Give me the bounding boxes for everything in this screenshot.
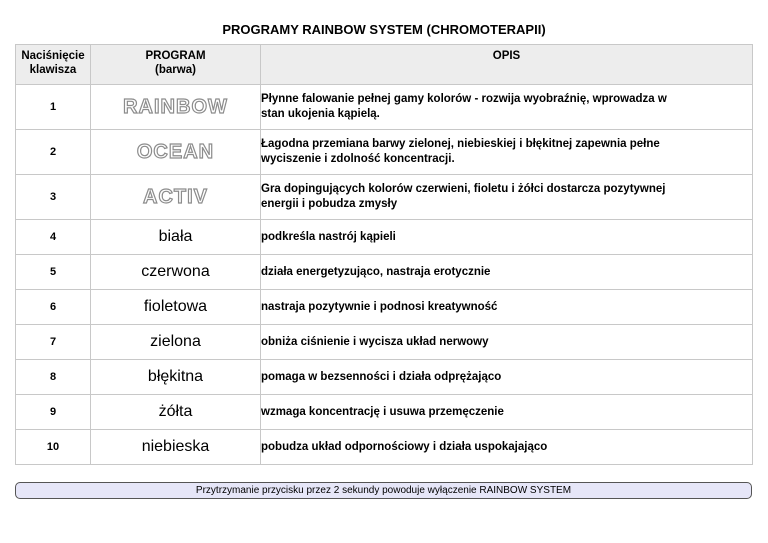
footer-note: Przytrzymanie przycisku przez 2 sekundy powoduje wyłączenie RAINBOW SYSTEM	[15, 482, 752, 499]
header-program-line1: PROGRAM	[145, 50, 206, 62]
header-key-press-line2: klawisza	[29, 64, 77, 76]
program-name: czerwona	[91, 255, 261, 290]
program-name: niebieska	[91, 430, 261, 465]
row-number: 10	[16, 430, 91, 465]
description-line: energii i pobudza zmysły	[261, 198, 398, 210]
program-description: pomaga w bezsenności i działa odprężająco	[261, 360, 753, 395]
table-row	[16, 130, 753, 175]
program-name: żółta	[91, 395, 261, 430]
row-number: 8	[16, 360, 91, 395]
header-program-line2: (barwa)	[155, 64, 196, 76]
row-number: 5	[16, 255, 91, 290]
programs-table	[15, 44, 753, 465]
program-name: ACTIV	[91, 175, 261, 220]
row-number: 1	[16, 85, 91, 130]
row-number: 9	[16, 395, 91, 430]
table-row	[16, 290, 753, 325]
table-row	[16, 360, 753, 395]
row-number: 7	[16, 325, 91, 360]
program-description: pobudza układ odpornościowy i działa uspokajająco	[261, 430, 753, 465]
table-header-row	[16, 45, 753, 85]
table-row	[16, 255, 753, 290]
description-line: Płynne falowanie pełnej gamy kolorów - rozwija wyobraźnię, wprowadza w	[261, 93, 667, 105]
row-number: 3	[16, 175, 91, 220]
table-row	[16, 175, 753, 220]
row-number: 6	[16, 290, 91, 325]
program-name: RAINBOW	[91, 85, 261, 130]
table-row	[16, 85, 753, 130]
program-description: podkreśla nastrój kąpieli	[261, 220, 753, 255]
page-title: PROGRAMY RAINBOW SYSTEM (CHROMOTERAPII)	[222, 22, 546, 37]
program-description: obniża ciśnienie i wycisza układ nerwowy	[261, 325, 753, 360]
program-description: nastraja pozytywnie i podnosi kreatywność	[261, 290, 753, 325]
program-name: fioletowa	[91, 290, 261, 325]
program-description	[261, 175, 753, 220]
program-name: OCEAN	[91, 130, 261, 175]
program-description	[261, 130, 753, 175]
header-key-press	[16, 45, 91, 85]
table-row	[16, 430, 753, 465]
table-row	[16, 325, 753, 360]
table-row	[16, 395, 753, 430]
program-name: zielona	[91, 325, 261, 360]
program-description	[261, 85, 753, 130]
description-line: stan ukojenia kąpielą.	[261, 108, 380, 120]
description-line: wyciszenie i zdolność koncentracji.	[261, 153, 455, 165]
description-line: Gra dopingujących kolorów czerwieni, fioletu i żółci dostarcza pozytywnej	[261, 183, 666, 195]
header-program	[91, 45, 261, 85]
description-line: Łagodna przemiana barwy zielonej, niebieskiej i błękitnej zapewnia pełne	[261, 138, 660, 150]
program-description: działa energetyzująco, nastraja erotycznie	[261, 255, 753, 290]
table-row	[16, 220, 753, 255]
header-key-press-line1: Naciśnięcie	[21, 50, 85, 62]
program-description: wzmaga koncentrację i usuwa przemęczenie	[261, 395, 753, 430]
program-name: błękitna	[91, 360, 261, 395]
program-name: biała	[91, 220, 261, 255]
row-number: 4	[16, 220, 91, 255]
row-number: 2	[16, 130, 91, 175]
header-description: OPIS	[261, 45, 753, 85]
